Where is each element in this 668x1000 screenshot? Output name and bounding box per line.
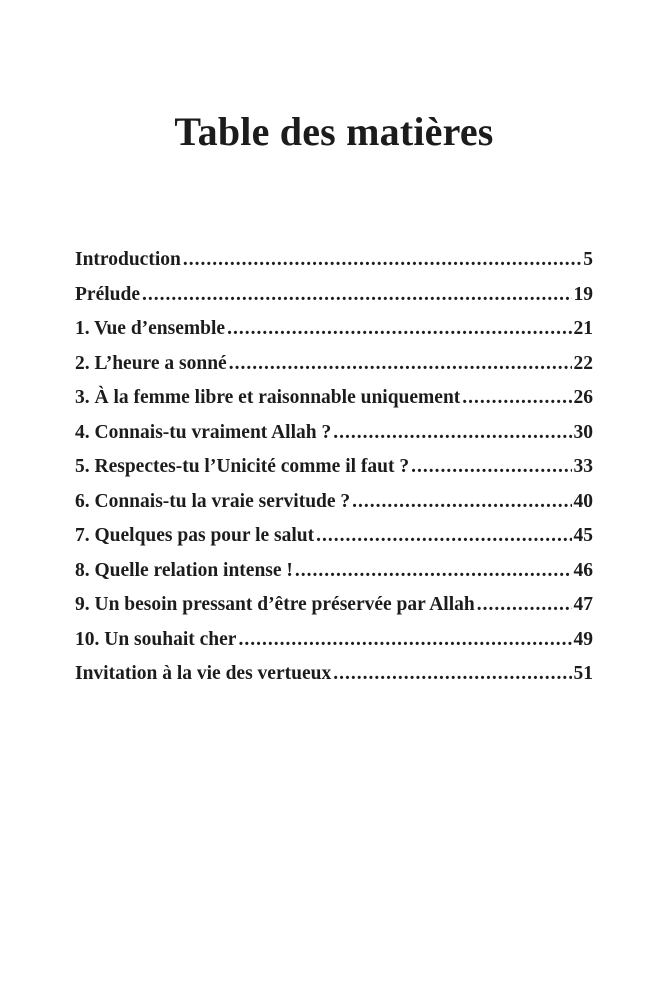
toc-entry-page: 19 [573, 283, 593, 305]
toc-entry-prelude [75, 278, 593, 313]
toc-leader-dots [352, 485, 571, 520]
toc-entry-chapter-6 [75, 485, 593, 520]
toc-entry-label: Invitation à la vie des vertueux [75, 663, 332, 684]
toc-entry-label: 3. À la femme libre et raisonnable uniquement [75, 387, 461, 408]
toc-leader-dots [238, 623, 571, 658]
toc-entry-label: 2. L’heure a sonné [75, 352, 227, 374]
toc-entry-label: 4. Connais-tu vraiment Allah ? [75, 421, 332, 443]
toc-entry-page: 49 [573, 628, 593, 650]
toc-entry-label: Introduction [75, 249, 181, 270]
toc-entry-chapter-7 [75, 519, 593, 554]
toc-entry-label: 7. Quelques pas pour le salut [75, 525, 315, 546]
toc-entry-page: 46 [573, 559, 593, 581]
toc-entry-label: 5. Respectes-tu l’Unicité comme il faut ? [75, 456, 410, 477]
toc-entry-chapter-1 [75, 312, 593, 347]
table-of-contents [75, 243, 593, 692]
toc-entry-page: 5 [583, 249, 593, 270]
toc-entry-page: 47 [573, 594, 593, 615]
toc-entry-page: 40 [573, 490, 593, 512]
toc-entry-label: 10. Un souhait cher [75, 628, 237, 650]
toc-entry-page: 30 [573, 421, 593, 443]
toc-entry-label: 9. Un besoin pressant d’être préservée par Allah [75, 594, 475, 615]
toc-leader-dots [229, 347, 572, 382]
toc-entry-label: 6. Connais-tu la vraie servitude ? [75, 490, 351, 512]
toc-leader-dots [477, 588, 572, 623]
toc-entry-page: 45 [573, 525, 593, 546]
toc-leader-dots [333, 416, 571, 451]
toc-entry-introduction [75, 243, 593, 278]
toc-entry-chapter-8 [75, 554, 593, 589]
toc-entry-chapter-2 [75, 347, 593, 382]
page-title: Table des matières [174, 109, 494, 154]
toc-entry-chapter-3 [75, 381, 593, 416]
toc-entry-chapter-10 [75, 623, 593, 658]
toc-entry-chapter-4 [75, 416, 593, 451]
toc-entry-page: 51 [573, 663, 593, 684]
toc-leader-dots [142, 278, 572, 313]
toc-entry-page: 22 [573, 352, 593, 374]
toc-entry-page: 21 [573, 318, 593, 339]
toc-leader-dots [411, 450, 571, 485]
toc-leader-dots [295, 554, 572, 589]
toc-entry-label: 1. Vue d’ensemble [75, 318, 226, 339]
toc-entry-invitation [75, 657, 593, 692]
toc-entry-chapter-9 [75, 588, 593, 623]
toc-entry-chapter-5 [75, 450, 593, 485]
toc-entry-page: 26 [573, 387, 593, 408]
toc-leader-dots [462, 381, 571, 416]
toc-leader-dots [316, 519, 571, 554]
toc-leader-dots [227, 312, 571, 347]
toc-leader-dots [183, 243, 581, 278]
toc-entry-label: Prélude [75, 283, 140, 305]
toc-entry-label: 8. Quelle relation intense ! [75, 559, 293, 581]
toc-leader-dots [333, 657, 571, 692]
toc-entry-page: 33 [573, 456, 593, 477]
